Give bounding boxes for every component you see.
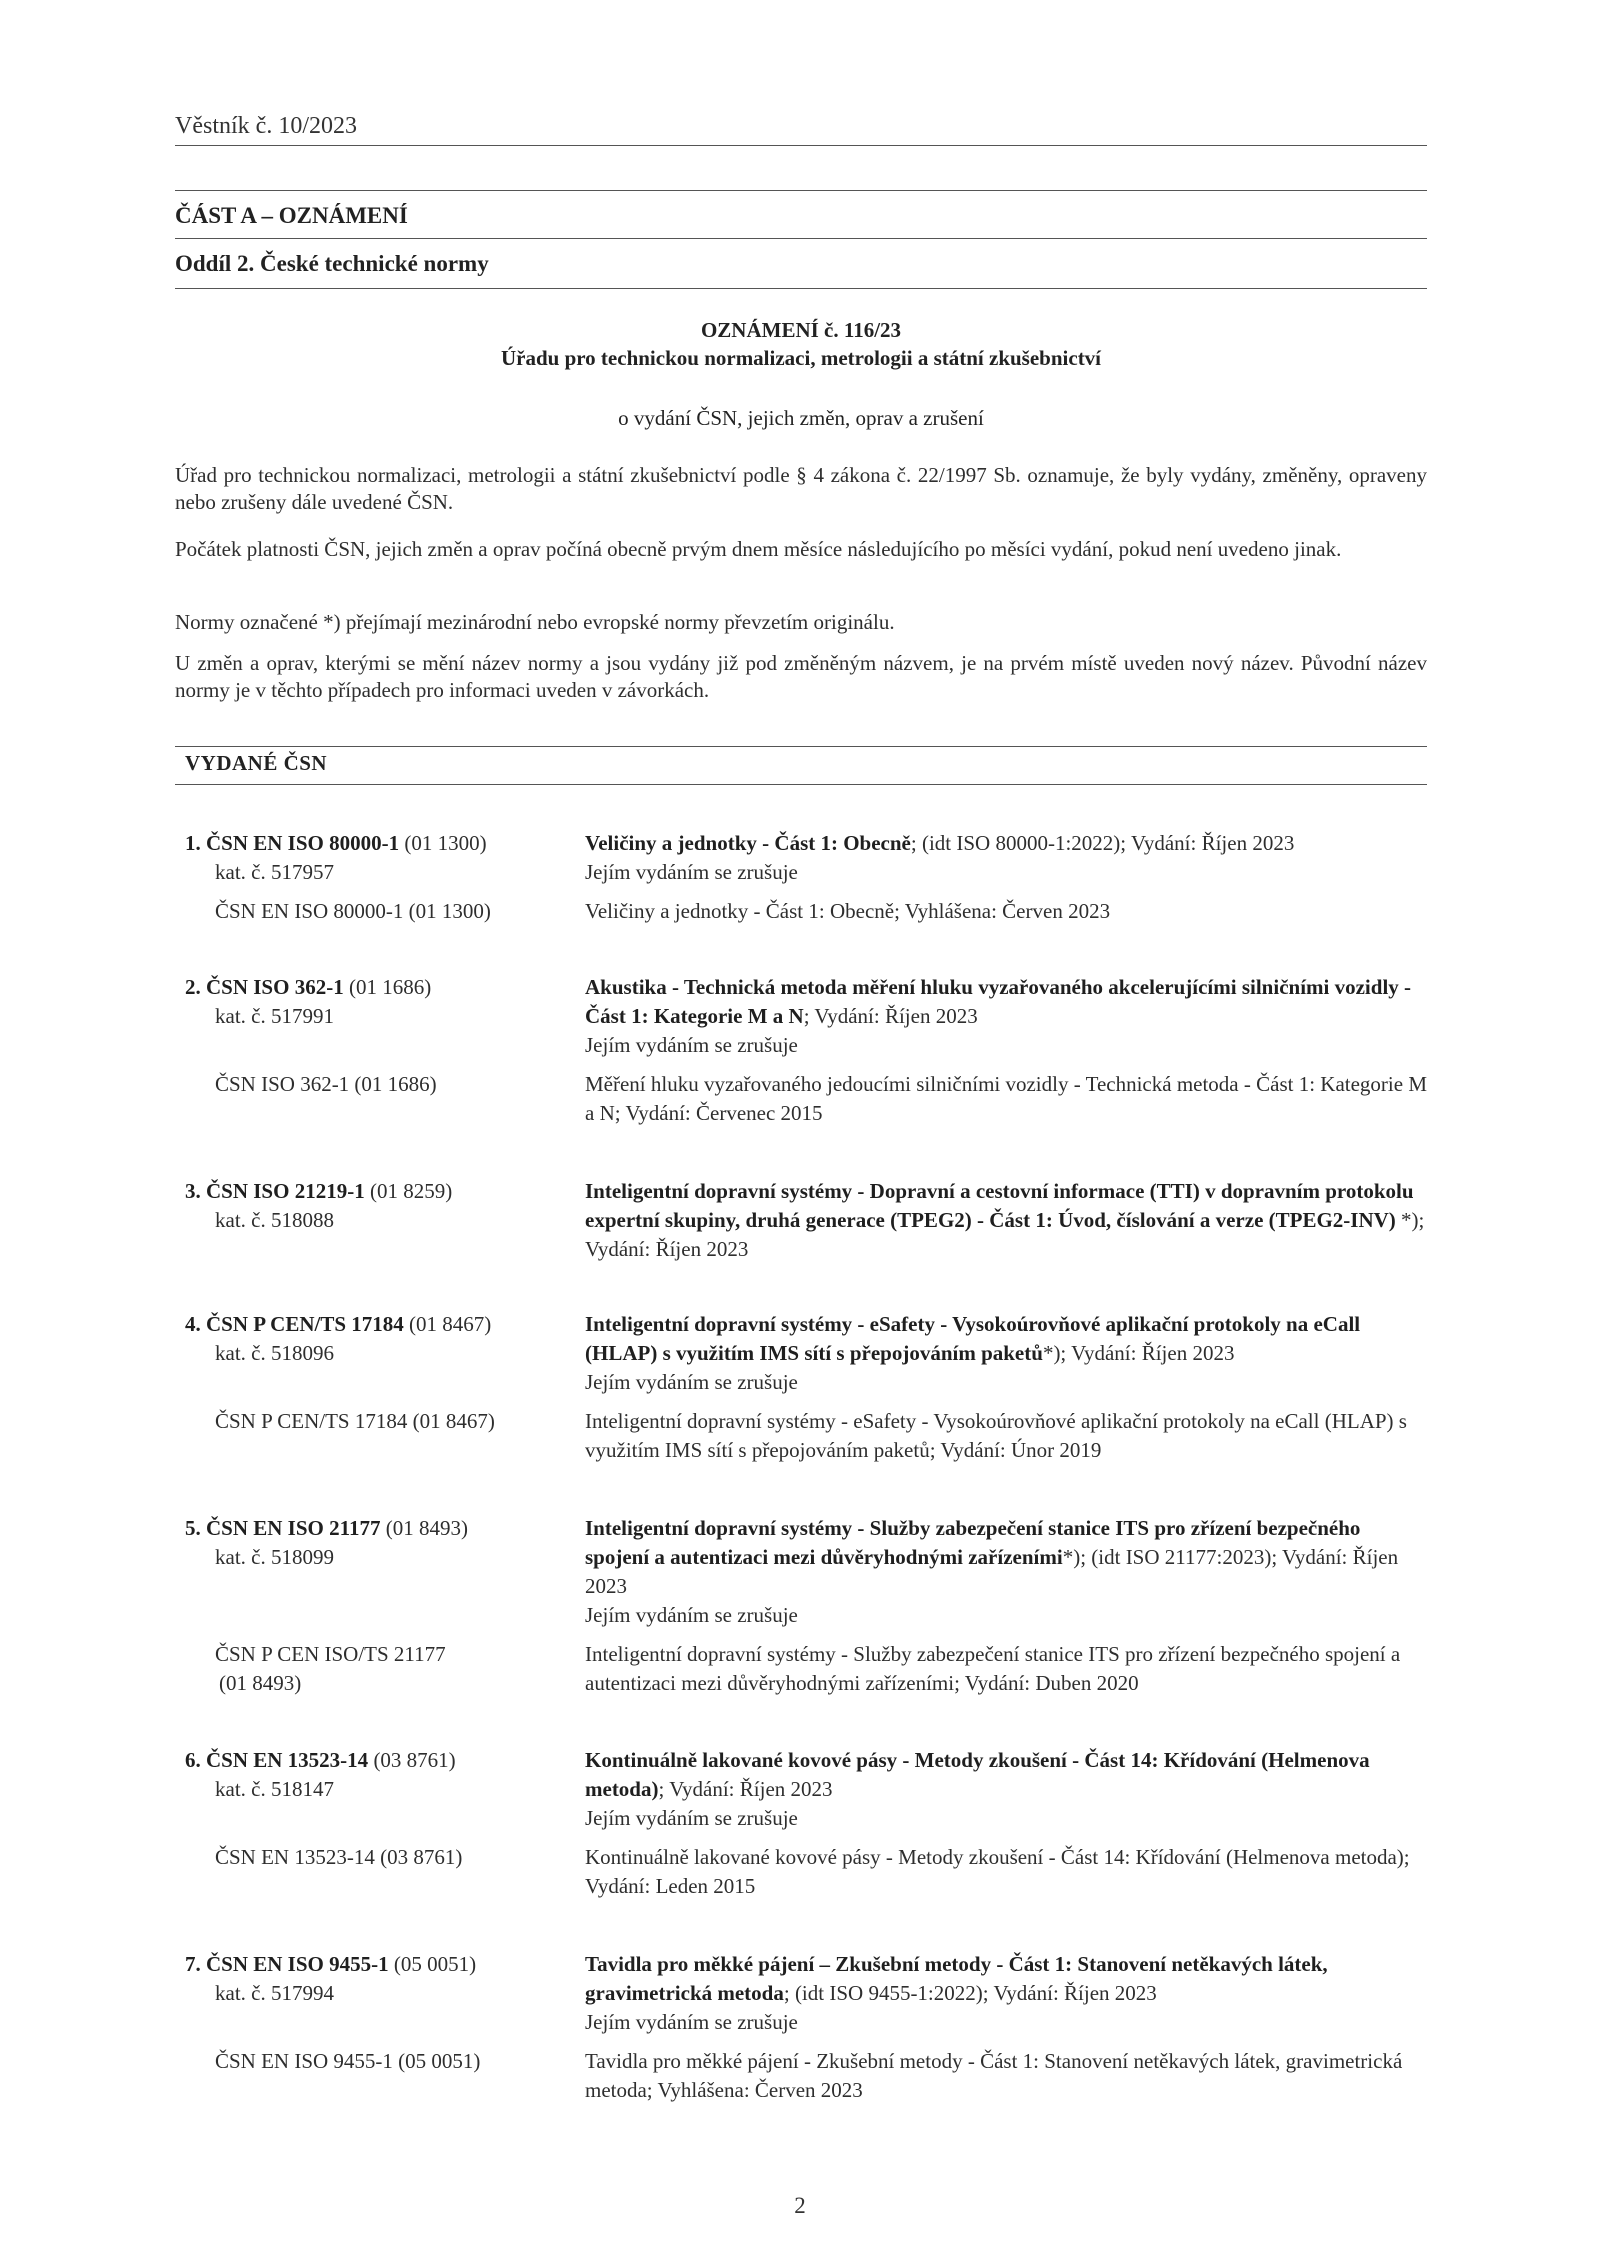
replaces-note: Jejím vydáním se zrušuje <box>585 1370 798 1394</box>
catalog-number: kat. č. 518147 <box>215 1777 334 1801</box>
replaces-note: Jejím vydáním se zrušuje <box>585 2010 798 2034</box>
old-norm-code: ČSN EN ISO 9455-1 (05 0051) <box>215 2049 481 2073</box>
intro-paragraph: Normy označené *) přejímají mezinárodní nebo evropské normy převzetím originálu. <box>175 610 895 634</box>
intro-paragraph: U změn a oprav, kterými se mění název normy a jsou vydány již pod změněným názvem, je na prvém místě uveden nový název. Původní název normy je v těchto případech pro informaci uveden v závorkách. <box>175 651 1427 702</box>
old-norm-title: Měření hluku vyzařovaného jedoucími silničními vozidly - Technická metoda - Část 1: Kategorie M a N; Vydání: Červenec 2015 <box>585 1072 1427 1125</box>
catalog-number: kat. č. 518096 <box>215 1341 334 1365</box>
norm-entry <box>185 1746 1427 1901</box>
catalog-number: kat. č. 518099 <box>215 1545 334 1569</box>
replaces-note: Jejím vydáním se zrušuje <box>585 1806 798 1830</box>
norm-code: ČSN EN ISO 21177 <box>206 1516 381 1540</box>
norm-code: ČSN ISO 21219-1 <box>206 1179 365 1203</box>
replaces-note: Jejím vydáním se zrušuje <box>585 1033 798 1057</box>
section-title: Oddíl 2. České technické normy <box>175 251 489 276</box>
norm-title: Akustika - Technická metoda měření hluku vyzařovaného akcelerujícími silničními vozidly - Část 1: Kategorie M a N <box>585 975 1412 1028</box>
entry-number: 2. <box>185 975 201 999</box>
norm-title: Veličiny a jednotky - Část 1: Obecně <box>585 831 911 855</box>
norm-code: ČSN EN ISO 80000-1 <box>206 831 400 855</box>
norm-class: (01 1300) <box>404 831 487 855</box>
norm-title: Kontinuálně lakované kovové pásy - Metody zkoušení - Část 14: Křídování (Helmenova metoda) <box>585 1748 1370 1801</box>
replaces-note: Jejím vydáním se zrušuje <box>585 1603 798 1627</box>
norm-title-details: *); (idt ISO 21177:2023); Vydání: Říjen 2023 <box>585 1545 1399 1598</box>
old-norm-title: Tavidla pro měkké pájení - Zkušební metody - Část 1: Stanovení netěkavých látek, gravimetrická metoda; Vyhlášena: Červen 2023 <box>585 2049 1403 2102</box>
norm-entry <box>185 1310 1427 1465</box>
vydane-heading: VYDANÉ ČSN <box>185 751 328 775</box>
bulletin-header: Věstník č. 10/2023 <box>175 113 357 139</box>
norm-code: ČSN EN ISO 9455-1 <box>206 1952 389 1976</box>
notice-issuer: Úřadu pro technickou normalizaci, metrologii a státní zkušebnictví <box>500 346 1102 370</box>
divider <box>175 784 1427 785</box>
norm-title-details: ; (idt ISO 80000-1:2022); Vydání: Říjen 2023 <box>910 831 1295 855</box>
norm-title: Inteligentní dopravní systémy - Dopravní a cestovní informace (TTI) v dopravním protokolu expertní skupiny, druhá generace (TPEG2) - Část 1: Úvod, číslování a verze (TPEG2-INV) <box>585 1179 1414 1232</box>
notice-number: OZNÁMENÍ č. 116/23 <box>700 318 902 342</box>
divider <box>175 190 1427 191</box>
entry-number: 4. <box>185 1312 201 1336</box>
entry-number: 6. <box>185 1748 201 1772</box>
norm-title: Inteligentní dopravní systémy - eSafety - Vysokoúrovňové aplikační protokoly na eCall (HLAP) s využitím IMS sítí s přepojováním paketů <box>585 1312 1361 1365</box>
intro-paragraph: Úřad pro technickou normalizaci, metrologii a státní zkušebnictví podle § 4 zákona č. 22/1997 Sb. oznamuje, že byly vydány, změněny, opraveny nebo zrušeny dále uvedené ČSN. <box>175 463 1427 514</box>
catalog-number: kat. č. 517957 <box>215 860 334 884</box>
norm-class: (01 8467) <box>409 1312 492 1336</box>
norm-code: ČSN EN 13523-14 <box>206 1748 369 1772</box>
norm-class: (01 1686) <box>348 975 432 999</box>
replaces-note: Jejím vydáním se zrušuje <box>585 860 798 884</box>
norm-entry <box>185 1950 1427 2105</box>
norm-entry <box>185 829 1427 926</box>
notice-subject: o vydání ČSN, jejich změn, oprav a zrušení <box>618 406 984 430</box>
old-norm-class: (01 8493) <box>219 1671 302 1695</box>
norm-class: (01 8259) <box>369 1179 453 1203</box>
entry-number: 5. <box>185 1516 201 1540</box>
part-title: ČÁST A – OZNÁMENÍ <box>175 203 408 228</box>
entry-number: 1. <box>185 831 201 855</box>
norm-entry <box>185 1514 1427 1698</box>
old-norm-title: Inteligentní dopravní systémy - eSafety - Vysokoúrovňové aplikační protokoly na eCall (HLAP) s využitím IMS sítí s přepojováním paketů; Vydání: Únor 2019 <box>585 1409 1407 1462</box>
old-norm-code: ČSN EN ISO 80000-1 (01 1300) <box>215 899 491 923</box>
old-norm-code: ČSN P CEN/TS 17184 (01 8467) <box>215 1409 495 1433</box>
norm-title-details: ; Vydání: Říjen 2023 <box>658 1777 833 1801</box>
entry-number: 3. <box>185 1179 201 1203</box>
norm-title-details: *); Vydání: Říjen 2023 <box>1042 1341 1235 1365</box>
norm-title-details: ; Vydání: Říjen 2023 <box>803 1004 978 1028</box>
divider <box>175 746 1427 747</box>
old-norm-code: ČSN P CEN ISO/TS 21177 <box>215 1642 446 1666</box>
old-norm-code: ČSN ISO 362-1 (01 1686) <box>215 1072 437 1096</box>
norm-class: (01 8493) <box>385 1516 468 1540</box>
divider <box>175 145 1427 146</box>
norm-entry <box>185 973 1427 1128</box>
old-norm-code: ČSN EN 13523-14 (03 8761) <box>215 1845 463 1869</box>
norm-title: Tavidla pro měkké pájení – Zkušební metody - Část 1: Stanovení netěkavých látek, gravimetrická metoda <box>585 1952 1328 2005</box>
divider <box>175 238 1427 239</box>
norm-title-details: ; (idt ISO 9455-1:2022); Vydání: Říjen 2023 <box>783 1981 1157 2005</box>
page-number: 2 <box>794 2193 806 2218</box>
entry-number: 7. <box>185 1952 201 1976</box>
catalog-number: kat. č. 517991 <box>215 1004 334 1028</box>
norm-title-details: *); Vydání: Říjen 2023 <box>585 1208 1425 1261</box>
norm-title: Inteligentní dopravní systémy - Služby zabezpečení stanice ITS pro zřízení bezpečného spojení a autentizaci mezi důvěryhodnými zařízeními <box>585 1516 1361 1569</box>
catalog-number: kat. č. 518088 <box>215 1208 334 1232</box>
catalog-number: kat. č. 517994 <box>215 1981 334 2005</box>
old-norm-title: Inteligentní dopravní systémy - Služby zabezpečení stanice ITS pro zřízení bezpečného spojení a autentizaci mezi důvěryhodnými zařízeními; Vydání: Duben 2020 <box>585 1642 1401 1695</box>
norm-code: ČSN P CEN/TS 17184 <box>206 1312 404 1336</box>
old-norm-title: Veličiny a jednotky - Část 1: Obecně; Vyhlášena: Červen 2023 <box>585 899 1111 923</box>
norm-code: ČSN ISO 362-1 <box>206 975 344 999</box>
norm-entry <box>185 1177 1427 1264</box>
intro-paragraph: Počátek platnosti ČSN, jejich změn a oprav počíná obecně prvým dnem měsíce následujícího po měsíci vydání, pokud není uvedeno jinak. <box>175 537 1342 561</box>
divider <box>175 288 1427 289</box>
old-norm-title: Kontinuálně lakované kovové pásy - Metody zkoušení - Část 14: Křídování (Helmenova metoda); Vydání: Leden 2015 <box>585 1845 1410 1898</box>
norm-class: (03 8761) <box>373 1748 456 1772</box>
norm-class: (05 0051) <box>393 1952 477 1976</box>
